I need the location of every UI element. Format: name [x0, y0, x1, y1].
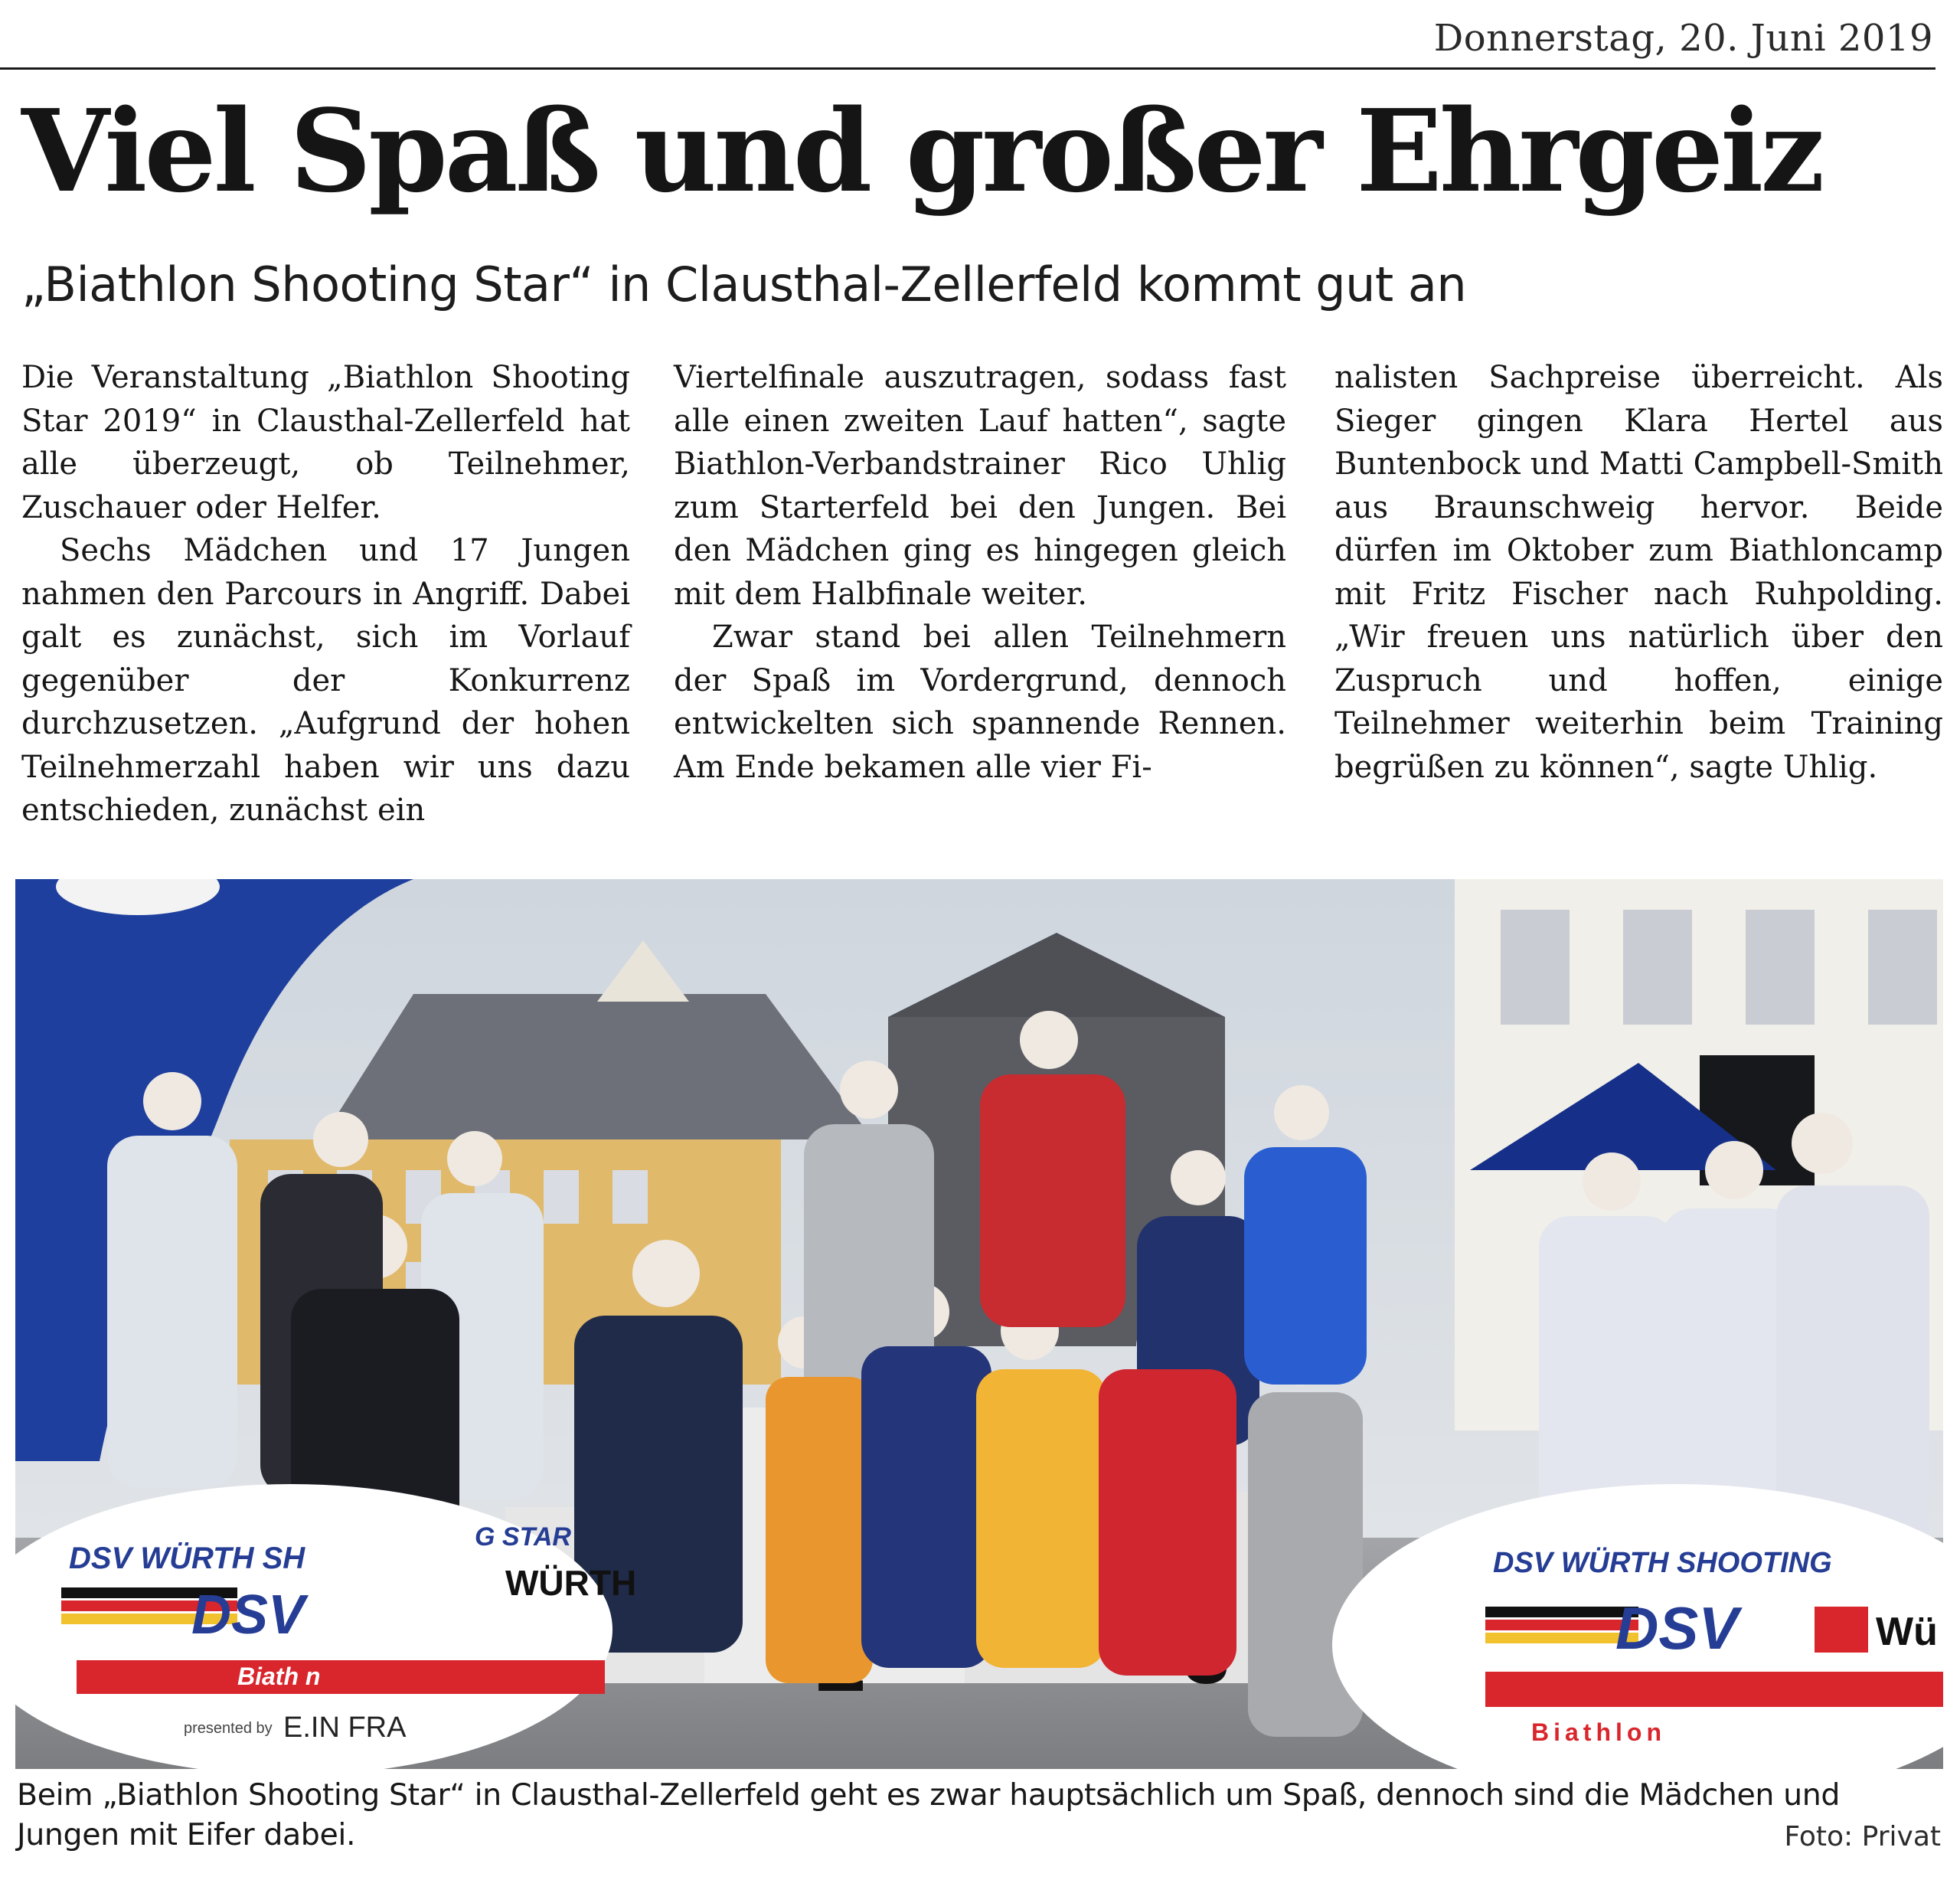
article-column-3 [1334, 356, 1943, 789]
svg-text:WÜRTH: WÜRTH [505, 1563, 637, 1603]
article-column-1 [21, 356, 630, 832]
subtitle: „Biathlon Shooting Star“ in Clausthal-Zellerfeld kommt gut an [21, 257, 1467, 312]
article-paragraph: nalisten Sachpreise überreicht. Als Sieger gingen Klara Hertel aus Buntenbock und Matti Campbell-Smith aus Braunschweig hervor. Beide dürfen im Oktober zum Biathloncamp mit Fritz Fischer nach Ruhpolding. „Wir freuen uns natürlich über den Zuspruch und hoffen, einige Teilnehmer weiterhin beim Training begrüßen zu können“, sagte Uhlig. [1334, 360, 1943, 785]
event-photo [15, 879, 1943, 1769]
svg-text:DSV WÜRTH SHOOTING: DSV WÜRTH SHOOTING [1493, 1547, 1832, 1579]
photo-caption: Beim „Biathlon Shooting Star“ in Clausthal-Zellerfeld geht es zwar hauptsächlich um Spaß, dennoch sind die Mädchen und Jungen mit Eifer dabei. [17, 1777, 1841, 1852]
article-paragraph: Viertelfinale auszutragen, sodass fast alle einen zweiten Lauf hatten“, sagte Biathlon-Verbandstrainer Rico Uhlig zum Starterfeld bei den Jungen. Bei den Mädchen ging es hingegen gleich mit dem Halbfinale weiter. [674, 360, 1286, 612]
svg-text:Biathlon: Biathlon [1531, 1718, 1666, 1746]
article-column-2 [674, 356, 1286, 789]
svg-text:E.IN FRA: E.IN FRA [283, 1712, 407, 1744]
headline: Viel Spaß und großer Ehrgeiz [21, 84, 1822, 217]
header-rule [0, 67, 1936, 70]
article-paragraph: Zwar stand bei allen Teilnehmern der Spaß im Vordergrund, dennoch entwickelten sich spannende Rennen. Am Ende bekamen alle vier Fi- [674, 620, 1286, 785]
article-paragraph: Sechs Mädchen und 17 Jungen nahmen den Parcours in Angriff. Dabei galt es zunächst, sich im Vorlauf gegenüber der Konkurrenz durchzusetzen. „Aufgrund der hohen Teilnehmerzahl haben wir uns dazu entschieden, zunächst ein [21, 533, 630, 828]
svg-text:presented by: presented by [184, 1720, 273, 1737]
svg-text:G STAR: G STAR [475, 1522, 571, 1551]
svg-text:DSV: DSV [1615, 1594, 1739, 1662]
svg-text:Wü: Wü [1876, 1610, 1938, 1654]
dateline: Donnerstag, 20. Juni 2019 [1433, 17, 1933, 60]
article-paragraph: Die Veranstaltung „Biathlon Shooting Star 2019“ in Clausthal-Zellerfeld hat alle überzeugt, ob Teilnehmer, Zuschauer oder Helfer. [21, 360, 630, 525]
svg-text:Biath n: Biath n [237, 1663, 321, 1690]
svg-text:DSV: DSV [191, 1584, 305, 1646]
photo-credit: Foto: Privat [1784, 1821, 1941, 1852]
svg-text:DSV WÜRTH SH: DSV WÜRTH SH [69, 1542, 305, 1575]
